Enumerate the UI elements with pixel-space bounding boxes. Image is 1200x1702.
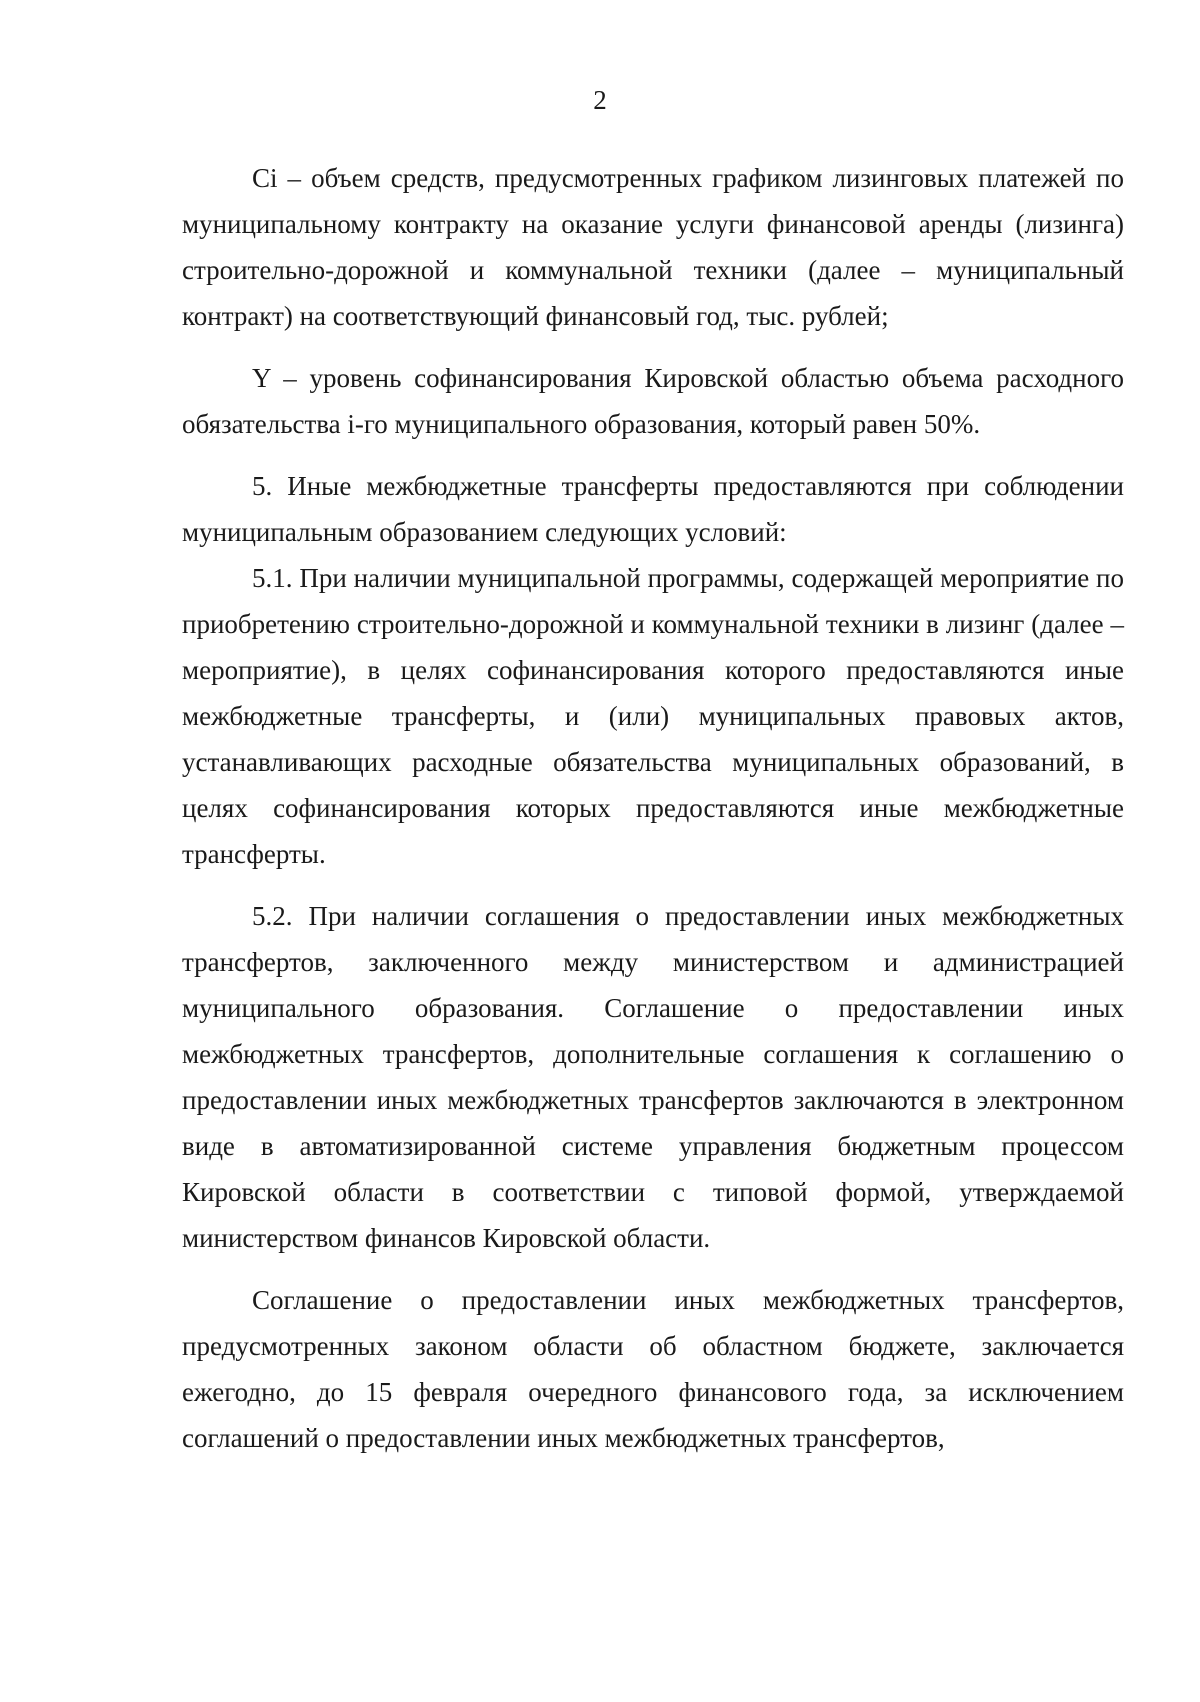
paragraph-y-definition: Y – уровень софинансирования Кировской областью объема расходного обязательства i-го муниципального образования, который равен 50%.	[182, 363, 1124, 439]
paragraph-5-2: 5.2. При наличии соглашения о предоставлении иных межбюджетных трансфертов, заключенного между министерством и администрацией муниципального образования. Соглашение о предоставлении иных межбюджетных трансфертов, дополнительные соглашения к соглашению о предоставлении иных межбюджетных трансфертов заключаются в электронном виде в автоматизированной системе управления бюджетным процессом Кировской области в соответствии с типовой формой, утверждаемой министерством финансов Кировской области.	[182, 901, 1124, 1253]
page-number: 2	[593, 85, 607, 115]
paragraph-ci-definition: Ci – объем средств, предусмотренных графиком лизинговых платежей по муниципальному контракту на оказание услуги финансовой аренды (лизинга) строительно-дорожной и коммунальной техники (далее – муниципальный контракт) на соответствующий финансовый год, тыс. рублей;	[182, 163, 1124, 331]
document-body	[182, 155, 1124, 1461]
paragraph-5-conditions: 5. Иные межбюджетные трансферты предоставляются при соблюдении муниципальным образованием следующих условий:	[182, 471, 1124, 547]
paragraph-agreement: Соглашение о предоставлении иных межбюджетных трансфертов, предусмотренных законом области об областном бюджете, заключается ежегодно, до 15 февраля очередного финансового года, за исключением соглашений о предоставлении иных межбюджетных трансфертов,	[182, 1285, 1124, 1453]
paragraph-5-1: 5.1. При наличии муниципальной программы, содержащей мероприятие по приобретению строительно-дорожной и коммунальной техники в лизинг (далее – мероприятие), в целях софинансирования которого предоставляются иные межбюджетные трансферты, и (или) муниципальных правовых актов, устанавливающих расходные обязательства муниципальных образований, в целях софинансирования которых предоставляются иные межбюджетные трансферты.	[182, 563, 1124, 869]
